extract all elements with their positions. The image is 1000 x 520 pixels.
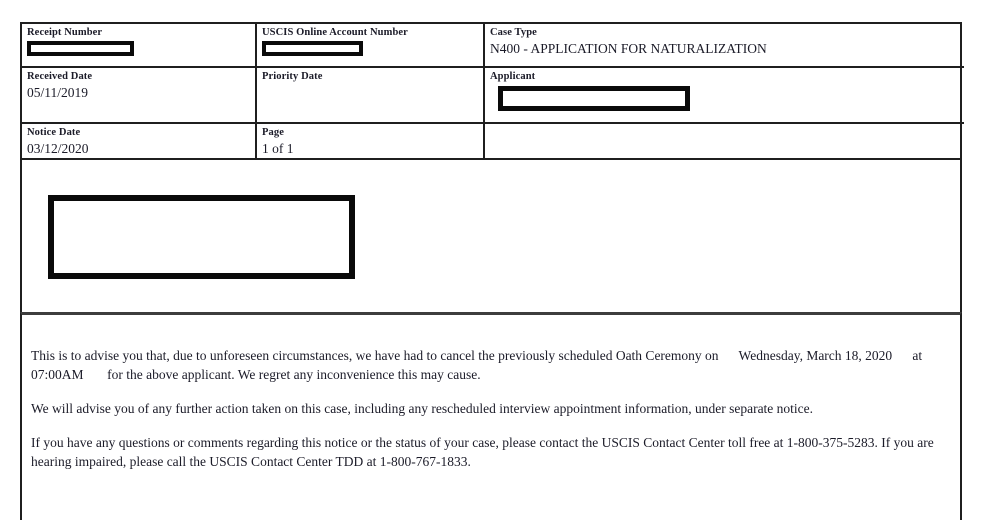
- page-value: 1 of 1: [262, 141, 294, 156]
- address-section: [20, 158, 962, 312]
- applicant-redaction-box: [498, 86, 690, 111]
- address-redaction-box: [48, 195, 355, 279]
- notice-body-section: [20, 312, 962, 520]
- header-cell-online-account-number: [257, 24, 485, 68]
- header-cell-case-type: [485, 24, 964, 68]
- priority-date-label: Priority Date: [262, 71, 323, 82]
- notice-date-value: 03/12/2020: [27, 141, 89, 156]
- case-type-label: Case Type: [490, 27, 537, 38]
- case-type-value: N400 - APPLICATION FOR NATURALIZATION: [490, 41, 767, 56]
- header-cell-empty: [485, 124, 964, 160]
- header-cell-notice-date: [22, 124, 257, 160]
- online-account-number-redaction-box: [262, 41, 363, 56]
- header-cell-receipt-number: [22, 24, 257, 68]
- received-date-label: Received Date: [27, 71, 93, 82]
- receipt-number-redaction-box: [27, 41, 134, 56]
- paragraph-cancellation: This is to advise you that, due to unforeseen circumstances, we have had to cancel the previously scheduled Oath Ceremony on Wednesday, March 18, 2020 at 07:00AM for the above applicant. We regret any inconvenience this may cause.: [31, 348, 943, 382]
- header-table: [20, 22, 962, 162]
- notice-date-label: Notice Date: [27, 127, 81, 138]
- receipt-number-label: Receipt Number: [27, 27, 103, 38]
- applicant-label: Applicant: [490, 71, 536, 82]
- header-cell-priority-date: [257, 68, 485, 124]
- page-label: Page: [262, 127, 284, 138]
- header-cell-page: [257, 124, 485, 160]
- header-cell-applicant: [485, 68, 964, 124]
- online-account-number-label: USCIS Online Account Number: [262, 27, 408, 38]
- paragraph-contact-info: If you have any questions or comments regarding this notice or the status of your case, please contact the USCIS Contact Center toll free at 1-800-375-5283. If you are hearing impaired, please call the USCIS Contact Center TDD at 1-800-767-1833.: [31, 435, 938, 469]
- header-cell-received-date: [22, 68, 257, 124]
- received-date-value: 05/11/2019: [27, 85, 89, 100]
- paragraph-further-action: We will advise you of any further action taken on this case, including any rescheduled interview appointment information, under separate notice.: [31, 401, 814, 416]
